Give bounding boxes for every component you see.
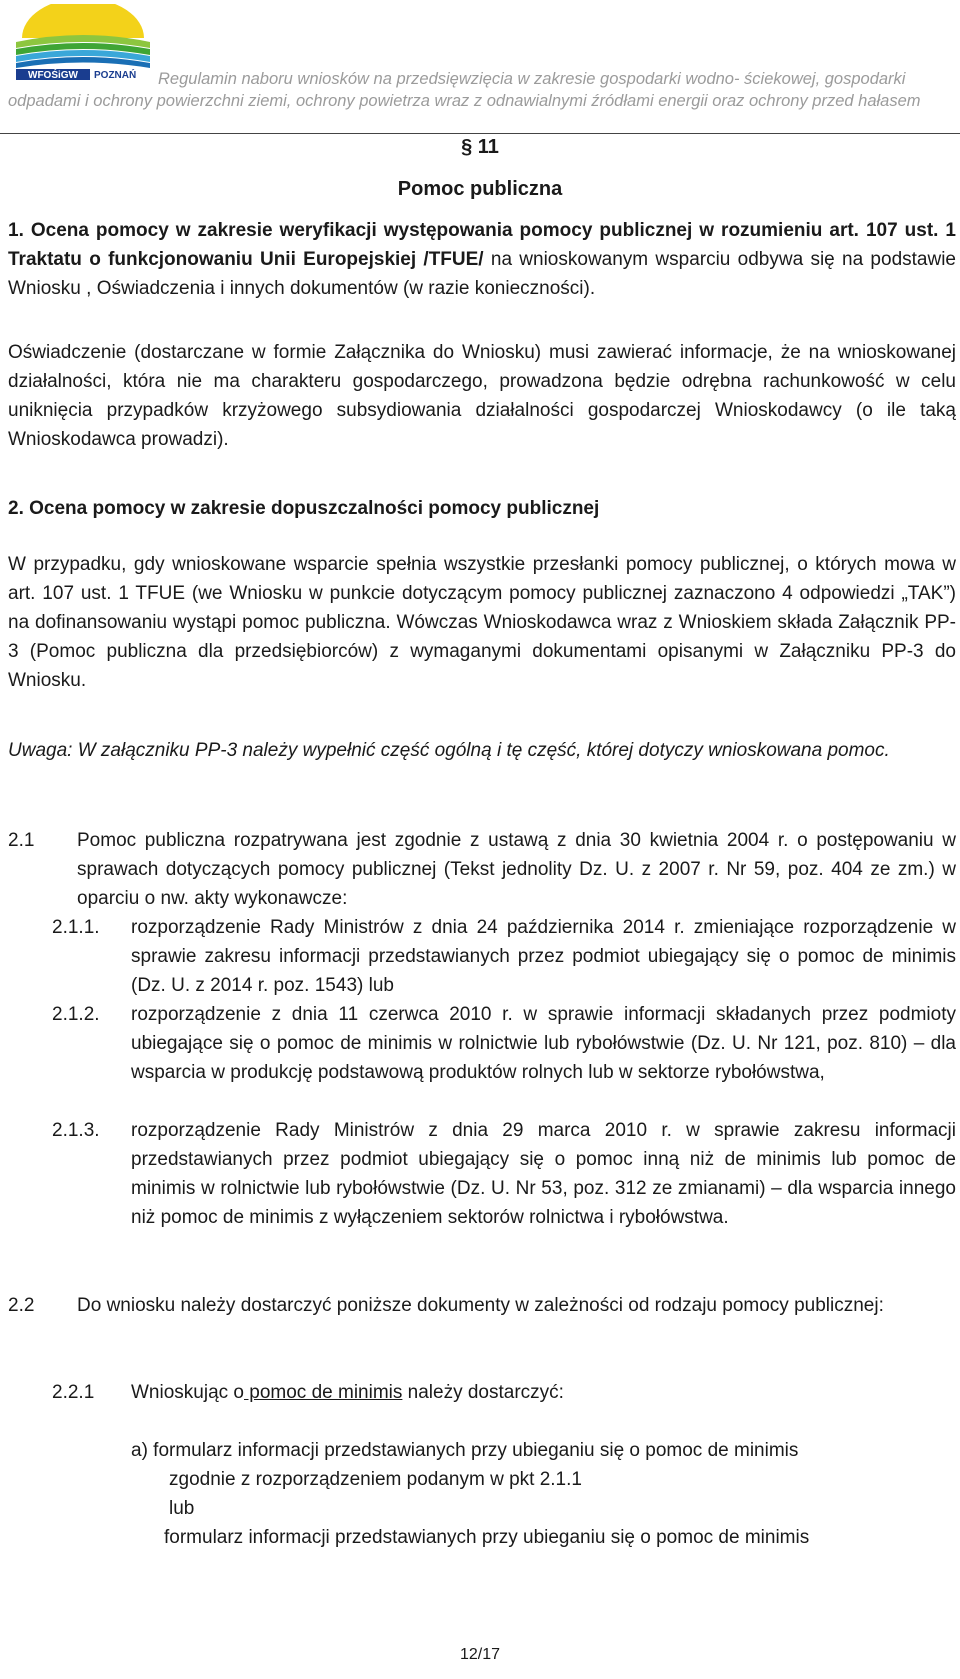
item-2-1-3-number: 2.1.3. [52,1120,100,1141]
paragraph-1-text: na wnioskowanym wsparciu odbywa się na podstawie Wniosku , Oświadczenia i innych dokumentów (w razie konieczności). [8,249,956,299]
item-2-1-number: 2.1 [8,830,35,851]
page-number: 12/17 [459,1646,501,1663]
item-2-1-2-number: 2.1.2. [52,1004,100,1025]
item-2-2-1-number: 2.2.1 [52,1382,95,1403]
paragraph-2: Oświadczenie (dostarczane w formie Załącznika do Wniosku) musi zawierać informacje, że na wnioskowanej działalności, która nie ma charakteru gospodarczego, prowadzona będzie odrębna rachunkowość w celu uniknięcia przypadków krzyżowego subsydiowania działalności gospodarczej Wnioskodawcy (o ile taką Wnioskodawca prowadzi). [8,342,956,450]
logo-text: WFOŚiGW [28,70,78,80]
item-2-2-1-post: należy dostarczyć: [402,1382,564,1403]
item-a-line-3: lub [169,1498,195,1519]
header-divider [0,133,960,134]
item-2-2-number: 2.2 [8,1295,35,1316]
logo-city: POZNAŃ [94,70,137,80]
item-2-2-1-text [131,1378,564,1407]
item-2-2-1-pre: Wnioskując o [131,1382,244,1403]
running-header-title: Regulamin naboru wniosków na przedsięwzięcia w zakresie gospodarki wodno- ściekowej, gospodarki odpadami i ochrony powierzchni ziemi, ochrony powietrza wraz z odnawialnymi źródłami energii oraz ochrony przed hałasem [8,70,921,110]
item-2-1-3-text: rozporządzenie Rady Ministrów z dnia 29 marca 2010 r. w sprawie zakresu informacji przedstawianych przez podmiot ubiegający się o pomoc inną niż de minimis lub pomoc de minimis w rolnictwie lub rybołówstwie (Dz. U. Nr 53, poz. 312 ze zmianami) – dla wsparcia innego niż pomoc de minimis z wyłączeniem sektorów rolnictwa i rybołówstwa. [131,1120,956,1228]
note-text: Uwaga: W załączniku PP-3 należy wypełnić część ogólną i tę część, której dotyczy wnioskowana pomoc. [8,740,890,761]
paragraph-1-heading: 1. Ocena pomocy w zakresie weryfikacji występowania pomocy publicznej w rozumieniu art. 107 ust. 1 Traktatu o funkcjonowaniu Unii Europejskiej /TFUE/ [8,220,956,270]
paragraph-1 [8,216,956,303]
item-a-line-1: a) formularz informacji przedstawianych przy ubieganiu się o pomoc de minimis [131,1440,799,1461]
section-title: Pomoc publiczna [397,178,563,200]
item-2-1-1-number: 2.1.1. [52,917,100,938]
item-a-line-2: zgodnie z rozporządzeniem podanym w pkt 2.1.1 [169,1469,582,1490]
item-2-2-1-underlined: pomoc de minimis [244,1382,403,1403]
item-2-2-text: Do wniosku należy dostarczyć poniższe dokumenty w zależności od rodzaju pomocy publicznej: [77,1295,884,1316]
item-2-1-2-text: rozporządzenie z dnia 11 czerwca 2010 r. w sprawie informacji składanych przez podmioty ubiegające się o pomoc de minimis w rolnictwie lub rybołówstwie (Dz. U. Nr 121, poz. 810) – dla wsparcia w produkcję podstawową produktów rolnych lub w sektorze rybołówstwa, [131,1004,956,1083]
section-number: § 11 [461,136,499,158]
item-2-1-text: Pomoc publiczna rozpatrywana jest zgodnie z ustawą z dnia 30 kwietnia 2004 r. o postępowaniu w sprawach dotyczących pomocy publicznej (Tekst jednolity Dz. U. z 2007 r. Nr 59, poz. 404 ze zm.) w oparciu o nw. akty wykonawcze: [77,830,956,909]
paragraph-3: W przypadku, gdy wnioskowane wsparcie spełnia wszystkie przesłanki pomocy publicznej, o których mowa w art. 107 ust. 1 TFUE (we Wniosku w punkcie dotyczącym pomocy publicznej zaznaczono 4 odpowiedzi „TAK”) na dofinansowaniu wystąpi pomoc publiczna. Wówczas Wnioskodawca wraz z Wnioskiem składa Załącznik PP-3 (Pomoc publiczna dla przedsiębiorców) z wymaganymi dokumentami opisanymi w Załączniku PP-3 do Wniosku. [8,554,956,691]
item-a-line-4: formularz informacji przedstawianych przy ubieganiu się o pomoc de minimis [164,1527,810,1548]
item-2-1-1-text: rozporządzenie Rady Ministrów z dnia 24 października 2014 r. zmieniające rozporządzenie w sprawie zakresu informacji przedstawianych przez podmiot ubiegający się o pomoc de minimis (Dz. U. z 2014 r. poz. 1543) lub [131,917,956,996]
heading-2: 2. Ocena pomocy w zakresie dopuszczalności pomocy publicznej [8,498,600,519]
